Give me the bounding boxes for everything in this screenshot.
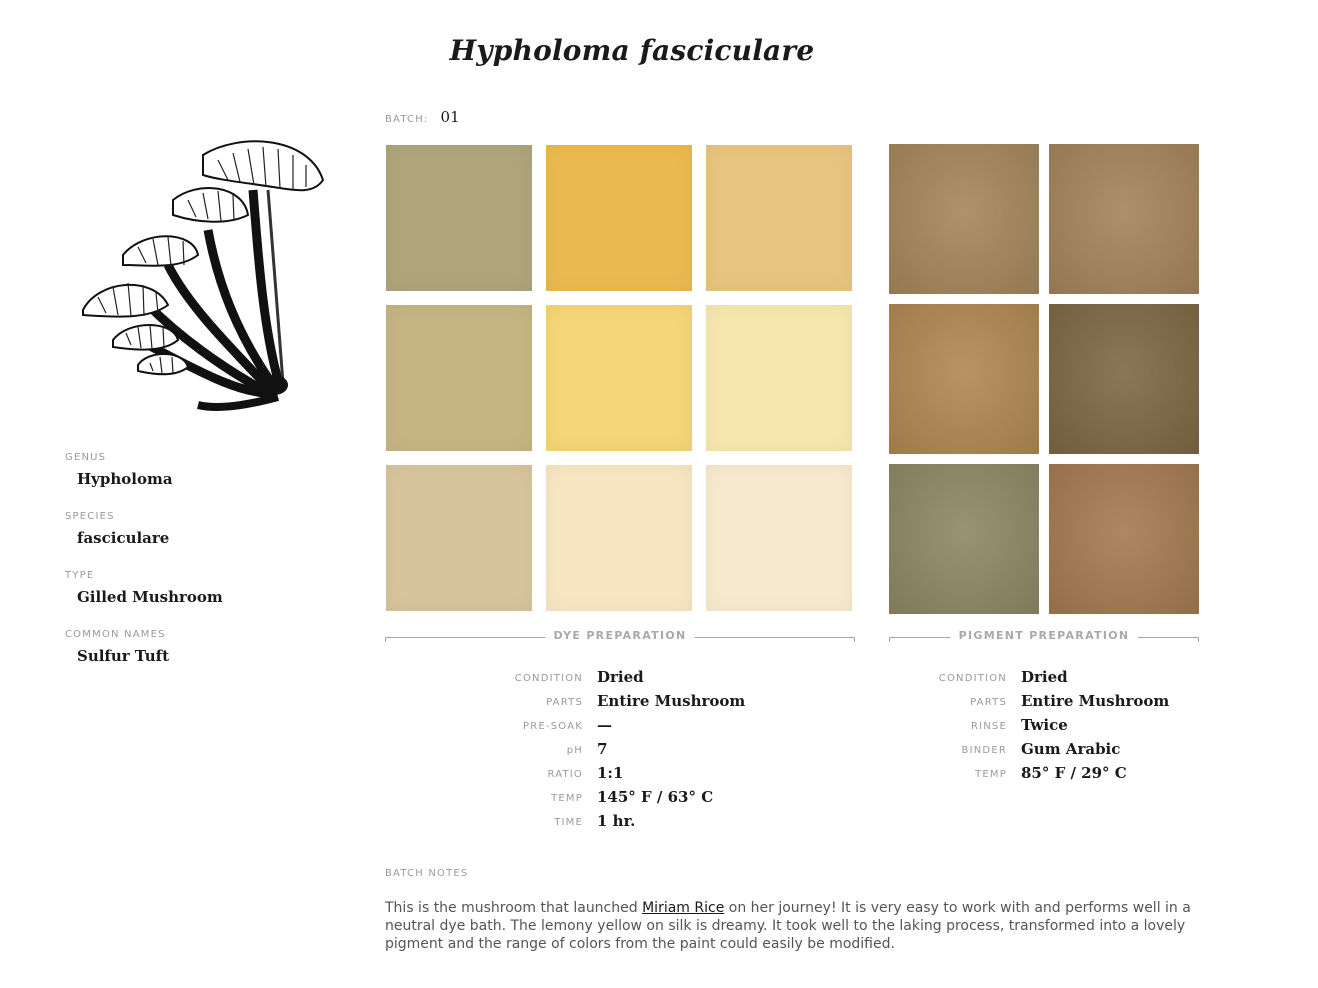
dye-condition-label: CONDITION: [514, 673, 583, 684]
batch-label: BATCH:: [385, 114, 429, 125]
common-names-value: Sulfur Tuft: [77, 647, 169, 665]
dye-temp-row: [385, 788, 855, 812]
pigment-condition-row: [889, 668, 1199, 692]
dye-ph-value: 7: [597, 740, 608, 758]
dye-swatch[interactable]: [546, 465, 692, 611]
dye-swatch[interactable]: [386, 465, 532, 611]
pigment-binder-row: [889, 740, 1199, 764]
pigment-parts-value: Entire Mushroom: [1021, 692, 1170, 710]
genus-value: Hypholoma: [77, 470, 173, 488]
pigment-swatch[interactable]: [889, 304, 1039, 454]
genus-row: [65, 452, 345, 511]
pigment-preparation-heading: [889, 628, 1199, 646]
pigment-condition-value: Dried: [1021, 668, 1068, 686]
dye-ratio-row: [385, 764, 855, 788]
dye-swatch[interactable]: [386, 305, 532, 451]
divider-cap: [854, 637, 855, 642]
species-label: SPECIES: [65, 511, 115, 522]
dye-swatch[interactable]: [546, 145, 692, 291]
dye-ratio-label: RATIO: [547, 769, 583, 780]
pigment-swatch[interactable]: [889, 464, 1039, 614]
dye-ph-row: [385, 740, 855, 764]
dye-temp-value: 145° F / 63° C: [597, 788, 714, 806]
dye-preparation-heading: [385, 628, 855, 646]
pigment-rinse-label: RINSE: [970, 721, 1007, 732]
common-names-row: [65, 629, 345, 688]
taxonomy-panel: [65, 452, 345, 688]
dye-presoak-row: [385, 716, 855, 740]
dye-condition-value: Dried: [597, 668, 644, 686]
mushroom-illustration: [78, 135, 333, 425]
dye-swatch[interactable]: [706, 305, 852, 451]
pigment-preparation-title: PIGMENT PREPARATION: [951, 629, 1138, 642]
pigment-rinse-value: Twice: [1021, 716, 1068, 734]
batch-notes-text: [385, 899, 1205, 953]
pigment-temp-value: 85° F / 29° C: [1021, 764, 1127, 782]
species-value: fasciculare: [77, 529, 170, 547]
type-value: Gilled Mushroom: [77, 588, 223, 606]
pigment-swatch[interactable]: [1049, 144, 1199, 294]
page-title: Hypholoma fasciculare: [449, 34, 815, 67]
pigment-condition-label: CONDITION: [938, 673, 1007, 684]
dye-ratio-value: 1:1: [597, 764, 624, 782]
pigment-rinse-row: [889, 716, 1199, 740]
common-names-label: COMMON NAMES: [65, 629, 166, 640]
dye-swatch[interactable]: [706, 145, 852, 291]
dye-presoak-label: PRE-SOAK: [523, 721, 583, 732]
dye-preparation-title: DYE PREPARATION: [545, 629, 694, 642]
genus-label: GENUS: [65, 452, 107, 463]
dye-parts-value: Entire Mushroom: [597, 692, 746, 710]
batch-notes-heading: BATCH NOTES: [385, 868, 469, 879]
divider-cap: [889, 637, 890, 642]
dye-swatch[interactable]: [706, 465, 852, 611]
pigment-swatch[interactable]: [889, 144, 1039, 294]
dye-swatch[interactable]: [386, 145, 532, 291]
pigment-parts-row: [889, 692, 1199, 716]
pigment-temp-row: [889, 764, 1199, 788]
dye-ph-label: pH: [566, 745, 583, 756]
pigment-swatch[interactable]: [1049, 464, 1199, 614]
notes-text-before: This is the mushroom that launched: [385, 900, 643, 916]
dye-parts-label: PARTS: [546, 697, 583, 708]
dye-swatch[interactable]: [546, 305, 692, 451]
pigment-binder-label: BINDER: [961, 745, 1007, 756]
divider-cap: [385, 637, 386, 642]
type-row: [65, 570, 345, 629]
pigment-temp-label: TEMP: [975, 769, 1007, 780]
dye-temp-label: TEMP: [551, 793, 583, 804]
dye-condition-row: [385, 668, 855, 692]
divider-cap: [1198, 637, 1199, 642]
pigment-swatch[interactable]: [1049, 304, 1199, 454]
dye-time-row: [385, 812, 855, 836]
dye-time-value: 1 hr.: [597, 812, 636, 830]
dye-time-label: TIME: [554, 817, 583, 828]
pigment-binder-value: Gum Arabic: [1021, 740, 1121, 758]
type-label: TYPE: [65, 570, 95, 581]
pigment-parts-label: PARTS: [970, 697, 1007, 708]
miriam-rice-link[interactable]: Miriam Rice: [642, 900, 725, 916]
batch-number: 01: [440, 108, 460, 126]
dye-parts-row: [385, 692, 855, 716]
species-row: [65, 511, 345, 570]
dye-presoak-value: —: [597, 716, 612, 734]
notes-text-after: on her journey! It is very easy to work with and performs well in a neutral dye bath. The lemony yellow on silk is dreamy. It took well to the laking process, transformed into a lovely pigment and the range of colors from the paint could easily be modified.: [385, 900, 1191, 952]
batch-indicator: [385, 108, 460, 126]
